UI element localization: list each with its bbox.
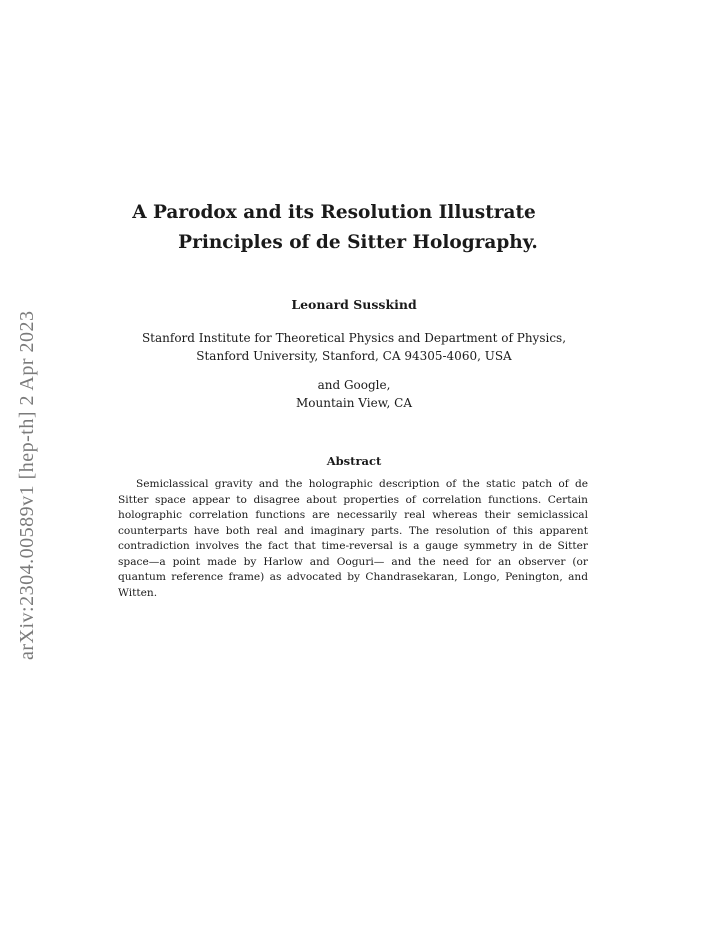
affiliation-line-1: Stanford Institute for Theoretical Physics and Department of Physics,: [141, 331, 567, 345]
affiliation-line-2: Stanford University, Stanford, CA 94305-4060, USA: [196, 349, 512, 363]
title-line-2: Principles of de Sitter Holography.: [178, 232, 538, 253]
author-name: Leonard Susskind: [291, 297, 417, 312]
paper-title: [108, 198, 608, 258]
affiliation2-line-1: and Google,: [317, 378, 391, 392]
affiliation2-line-2: Mountain View, CA: [295, 396, 413, 410]
affiliation-primary: [118, 329, 590, 365]
title-line-1: A Parodox and its Resolution Illustrate: [132, 202, 536, 223]
abstract-heading: Abstract: [326, 454, 382, 468]
arxiv-identifier-stamp: arXiv:2304.00589v1 [hep-th] 2 Apr 2023: [16, 310, 38, 660]
affiliation-secondary: [118, 376, 590, 412]
abstract-text: Semiclassical gravity and the holographic description of the static patch of de Sitter space appear to disagree about properties of correlation functions. Certain holographic correlation functions are necessarily real whereas their semiclassical counterparts have both real and imaginary parts. The resolution of this apparent contradiction involves the fact that time-reversal is a gauge symmetry in de Sitter space—a point made by Harlow and Ooguri— and the need for an observer (or quantum reference frame) as advocated by Chandrasekaran, Longo, Penington, and Witten.: [118, 478, 588, 599]
